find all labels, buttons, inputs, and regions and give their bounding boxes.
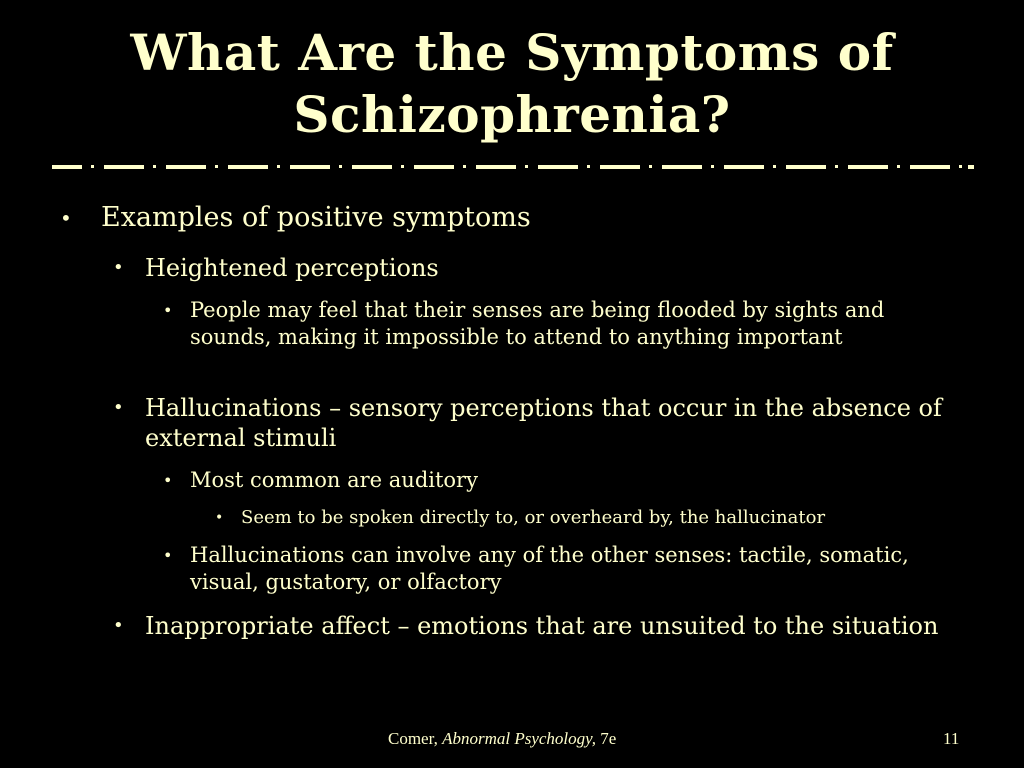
- bullet-positive-symptoms: [60, 203, 960, 233]
- bullet-glyph: •: [113, 257, 124, 278]
- bullet-glyph: •: [163, 471, 173, 490]
- bullet-heightened-perceptions: [113, 253, 953, 283]
- bullet-glyph: •: [163, 301, 173, 320]
- bullet-glyph: •: [163, 546, 173, 565]
- bullet-text: People may feel that their senses are being flooded by sights and sounds, making it impossible to attend to anything important: [190, 298, 885, 349]
- bullet-text: Most common are auditory: [190, 468, 478, 492]
- bullet-other-senses: [163, 542, 963, 596]
- bullet-glyph: •: [215, 510, 224, 526]
- bullet-spoken-directly: [215, 506, 975, 530]
- footer-edition: 7e: [596, 729, 617, 748]
- bullet-most-common-auditory: [163, 467, 963, 494]
- footer-author: Comer,: [388, 729, 443, 748]
- bullet-hallucinations: [113, 393, 953, 453]
- bullet-inappropriate-affect: [113, 611, 953, 641]
- bullet-senses-flooded: [163, 297, 963, 351]
- slide-title: What Are the Symptoms of Schizophrenia?: [130, 23, 894, 144]
- bullet-glyph: •: [113, 397, 124, 418]
- bullet-text: Seem to be spoken directly to, or overheard by, the hallucinator: [241, 507, 826, 528]
- footer-citation: [388, 729, 616, 749]
- bullet-text: Heightened perceptions: [145, 254, 439, 282]
- footer-book-title: Abnormal Psychology,: [442, 729, 597, 748]
- bullet-text: Hallucinations – sensory perceptions that occur in the absence of external stimuli: [145, 394, 942, 452]
- bullet-text: Inappropriate affect – emotions that are unsuited to the situation: [145, 612, 939, 640]
- bullet-text: Examples of positive symptoms: [101, 202, 531, 233]
- bullet-glyph: •: [60, 206, 72, 230]
- footer-page-number: 11: [943, 729, 960, 748]
- bullet-text: Hallucinations can involve any of the other senses: tactile, somatic, visual, gustatory, or olfactory: [190, 543, 909, 594]
- bullet-glyph: •: [113, 615, 124, 636]
